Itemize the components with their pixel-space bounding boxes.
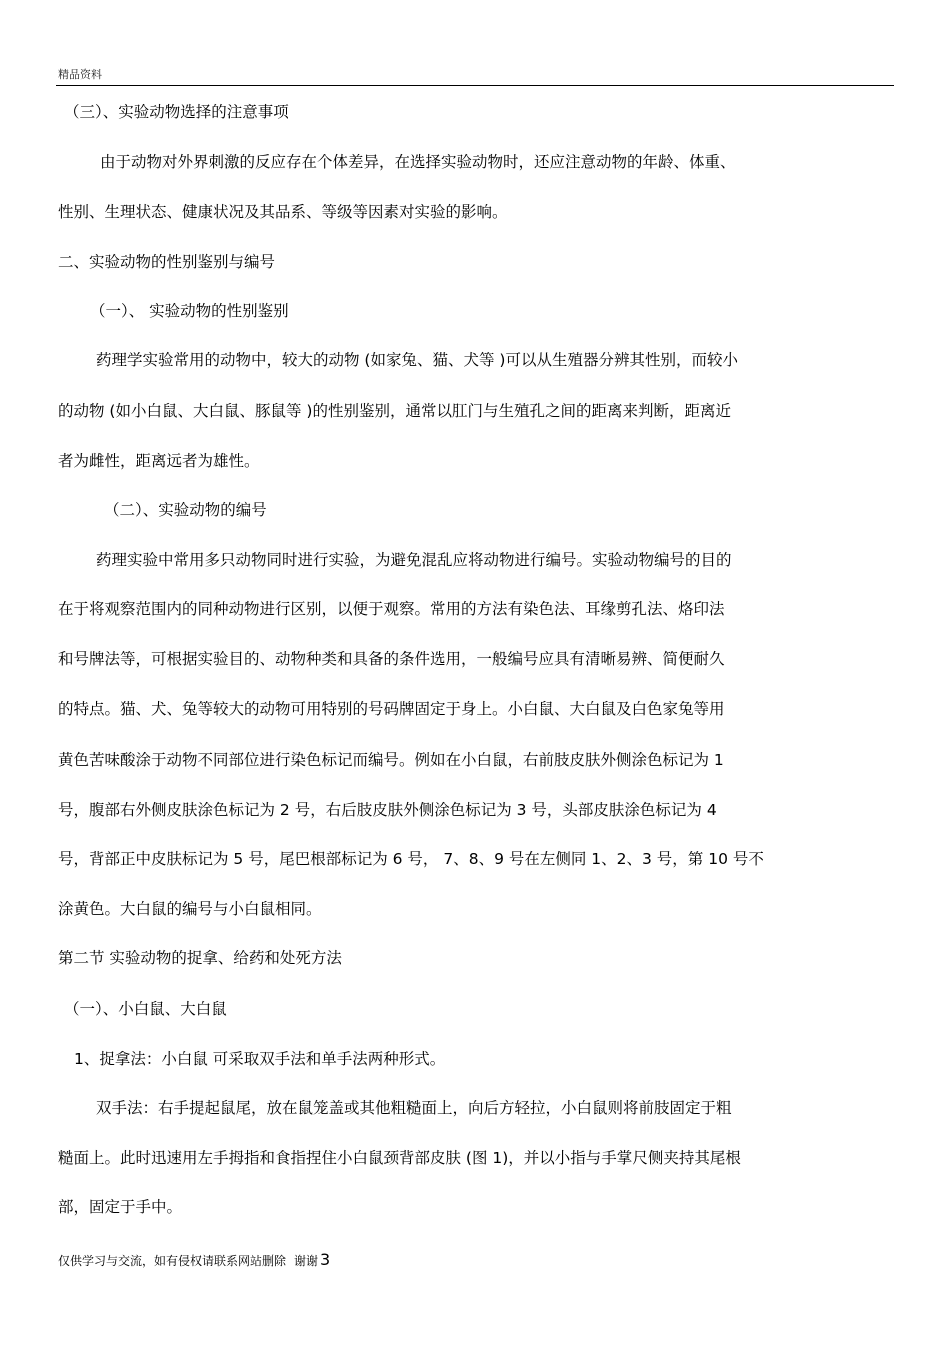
paragraph-line: 由于动物对外界刺激的反应存在个体差异，在选择实验动物时，还应注意动物的年龄、体重、: [100, 153, 736, 171]
subsection-heading: （一）、 实验动物的性别鉴别: [90, 302, 289, 320]
paragraph-line: 部，固定于手中。: [58, 1198, 183, 1216]
footer-disclaimer: 仅供学习与交流，如有侵权请联系网站删除: [58, 1254, 287, 1268]
section-heading: 二、实验动物的性别鉴别与编号: [58, 253, 276, 271]
header-rule: [56, 85, 894, 86]
section-heading-3: （三）、实验动物选择的注意事项: [64, 103, 289, 121]
paragraph-line: 药理学实验常用的动物中，较大的动物 (如家兔、猫、犬等 )可以从生殖器分辨其性别，而较小: [96, 351, 738, 369]
paragraph-line: 者为雌性，距离远者为雄性。: [58, 452, 260, 470]
paragraph-line: 的动物 (如小白鼠、大白鼠、豚鼠等 )的性别鉴别，通常以肛门与生殖孔之间的距离来判断，距离近: [58, 402, 731, 420]
footer-thanks: 谢谢: [294, 1254, 319, 1268]
paragraph-line: 和号牌法等，可根据实验目的、动物种类和具备的条件选用，一般编号应具有清晰易辨、简便耐久: [58, 650, 725, 668]
paragraph-line: 糙面上。此时迅速用左手拇指和食指捏住小白鼠颈背部皮肤 (图 1)，并以小指与手掌尺侧夹持其尾根: [58, 1149, 741, 1167]
chapter-heading: 第二节 实验动物的捉拿、给药和处死方法: [58, 949, 342, 967]
paragraph-line: 性别、生理状态、健康状况及其品系、等级等因素对实验的影响。: [58, 203, 508, 221]
paragraph-line: 在于将观察范围内的同种动物进行区别，以便于观察。常用的方法有染色法、耳缘剪孔法、烙印法: [58, 600, 725, 618]
paragraph-line: 黄色苦味酸涂于动物不同部位进行染色标记而编号。例如在小白鼠，右前肢皮肤外侧涂色标记为 1: [58, 751, 724, 769]
paragraph-line: 1、捉拿法：小白鼠 可采取双手法和单手法两种形式。: [74, 1050, 446, 1068]
page-footer: [58, 1250, 330, 1269]
paragraph-line: 涂黄色。大白鼠的编号与小白鼠相同。: [58, 900, 322, 918]
subsection-heading: （二）、实验动物的编号: [104, 501, 267, 519]
paragraph-line: 号，背部正中皮肤标记为 5 号，尾巴根部标记为 6 号， 7、8、9 号在左侧同 1、2、3 号，第 10 号不: [58, 850, 764, 868]
page-number: 3: [320, 1250, 331, 1269]
paragraph-line: 双手法：右手提起鼠尾，放在鼠笼盖或其他粗糙面上，向后方轻拉，小白鼠则将前肢固定于粗: [96, 1099, 732, 1117]
paragraph-line: 的特点。猫、犬、兔等较大的动物可用特别的号码牌固定于身上。小白鼠、大白鼠及白色家兔等用: [58, 700, 725, 718]
header-label: 精品资料: [58, 68, 102, 81]
paragraph-line: 药理实验中常用多只动物同时进行实验，为避免混乱应将动物进行编号。实验动物编号的目的: [96, 551, 732, 569]
paragraph-line: 号，腹部右外侧皮肤涂色标记为 2 号，右后肢皮肤外侧涂色标记为 3 号，头部皮肤涂色标记为 4: [58, 801, 717, 819]
subsection-heading: （一）、小白鼠、大白鼠: [64, 1000, 227, 1018]
